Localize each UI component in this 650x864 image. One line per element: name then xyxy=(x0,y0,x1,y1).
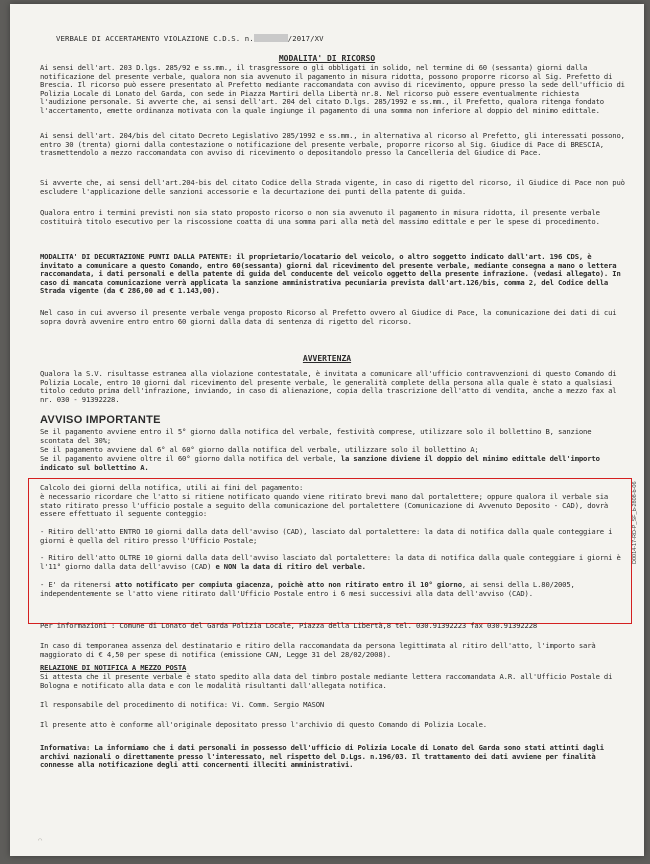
calcolo-line-5: - E' da ritenersi atto notificato per compiuta giacenza, poichè atto non ritirato entro il 10° giorno, ai sensi della L.80/2005, independentemente se l'atto viene ritirato dall'Ufficio Postale entro i 6 mesi successivi alla data dell'avviso (CAD). xyxy=(40,580,575,598)
conforme-line: Il presente atto è conforme all'originale depositato presso l'archivio di questo Comando di Polizia Locale. xyxy=(40,720,487,729)
ricorso-paragraph-4: Qualora entro i termini previsti non sia stato proposto ricorso o non sia avvenuto il pagamento in misura ridotta, il presente verbale costituirà titolo esecutivo per la riscossione coatta di una somma pari alla metà del massimo edittale e per le spese di procedimento. xyxy=(40,208,600,226)
pinhole-mark: ⌒ xyxy=(38,836,43,844)
avviso-line-3: Se il pagamento avviene oltre il 60° giorno dalla notifica del verbale, la sanzione diviene il doppio del minimo edittale dell'importo indicato sul bollettino A. xyxy=(40,454,600,472)
calcolo-line-2: è necessario ricordare che l'atto si ritiene notificato quando viene ritirato brevi mano dal portalettere; oppure qualora il verbale sia stato ritirato presso l'ufficio postale a seguito della comunicazione del portalettere (Comunicazione di Avvenuto Deposito - CAD), dovrà essere effettuato il seguente conteggio: xyxy=(40,492,609,519)
responsabile-line: Il responsabile del procedimento di notifica: Vi. Comm. Sergio MASON xyxy=(40,700,325,709)
temporanea-assenza-paragraph: In caso di temporanea assenza del destinatario e ritiro della raccomandata da persona legittimata al ritiro dell'atto, l'importo sarà maggiorato di € 4,50 per spese di notifica (emissione CAN, Legge 31 del 28/02/2008). xyxy=(40,641,596,659)
ricorso-paragraph-3: Si avverte che, ai sensi dell'art.204-bis del citato Codice della Strada vigente, in caso di rigetto del ricorso, il Giudice di Pace non può escludere l'applicazione delle sanzioni accessorie e la decurtazione dei punti della patente di guida. xyxy=(40,178,625,196)
decurtazione-punti-paragraph: MODALITA' DI DECURTAZIONE PUNTI DALLA PATENTE: il proprietario/locatario del veicolo, o altro soggetto indicato dall'art. 196 CDS, è invitato a comunicare a questo Comando, entro 60(sessanta) giorni dal ricevimento del presente verbale, mediante consegna a mano o lettera raccomandata, i dati personali e della patente di guida del conducente del veicolo oggetto della presente infrazione. (vedasi allegato). In caso di mancata comunicazione verrà applicata la sanzione amministrativa pecuniaria prevista dall'art.126/bis, comma 2, del Codice della Strada vigente (da € 286,00 ad € 1.143,00). xyxy=(40,252,621,296)
ricorso-paragraph-2: Ai sensi dell'art. 204/bis del citato Decreto Legislativo 285/1992 e ss.mm., in alternativa al ricorso al Prefetto, gli interessati possono, entro 30 (trenta) giorni dalla contestazione o notificazione del presente verbale, proporre ricorso al Sig. Giudice di Pace di BRESCIA, trasmettendolo a mezzo raccomandata con avviso di ricevimento o depositandolo presso la Cancelleria del Giudice di Pace. xyxy=(40,131,625,158)
modalita-title: MODALITA' DI RICORSO xyxy=(278,54,376,63)
relazione-title: RELAZIONE DI NOTIFICA A MEZZO POSTA xyxy=(40,663,187,672)
informativa-paragraph: Informativa: La informiamo che i dati personali in possesso dell'ufficio di Polizia Locale di Lonato del Garda sono stati attinti dagli archivi nazionali o direttamente presso l'interessato, nel rispetto del D.Lgs. n.196/03. Il trattamento dei dati avviene per finalità connesse alla notificazione degli atti concernenti illeciti amministrativi. xyxy=(40,743,604,770)
informazioni-paragraph: Per informazioni : Comune di Lonato del Garda Polizia Locale, Piazza della Libertà,8 tel. 030.91392223 fax 030.91392228 xyxy=(40,621,538,630)
calcolo-line-4: - Ritiro dell'atto OLTRE 10 giorni dalla data dell'avviso lasciato dal portalettere: la data di notifica dalla quale conteggiare i giorni è l'11° giorno dalla data dell'avviso (CAD) e NON la data di ritiro del verbale. xyxy=(40,553,621,571)
decurtazione-ricorso-paragraph: Nel caso in cui avverso il presente verbale venga proposto Ricorso al Prefetto ovvero al Giudice di Pace, la comunicazione dei dati di cui sopra dovrà avvenire entro entro 60 giorni dalla data di sentenza di rigetto del ricorso. xyxy=(40,308,617,326)
ricorso-paragraph-1: Ai sensi dell'art. 203 D.lgs. 285/92 e ss.mm., il trasgressore o gli obbligati in solido, nel termine di 60 (sessanta) giorni dalla notificazione del presente verbale, qualora non sia avvenuto il pagamento in misura ridotta, possono proporre ricorso al Sig. Prefetto di Brescia. Il ricorso può essere presentato al Prefetto mediante raccomandata con avviso di ricevimento, oppure presso la sede dell'ufficio di Polizia Locale di Lonato del Garda, con sede in Piazza Martiri della Libertà nr.8. Nel ricorso può essere eventualmente richiesta l'audizione personale. Si avverte che, ai sensi dell'art. 204 del citato D.lgs. 285/1992 e ss.mm., il Prefetto, qualora ritenga fondato l'accertamento, emette ordinanza motivata con la quale ingiunge il pagamento di una somma non inferiore al doppio del minimo edittale. xyxy=(40,63,625,115)
calcolo-line-3: - Ritiro dell'atto ENTRO 10 giorni dalla data dell'avviso (CAD), lasciato dal portalettere: la data di notifica dalla quale conteggiare i giorni è quella del ritiro presso l'Ufficio Postale; xyxy=(40,527,613,545)
avvertenza-paragraph: Qualora la S.V. risultasse estranea alla violazione contestatale, è invitata a comunicare all'ufficio contravvenzioni di questo Comando di Polizia Locale, entro 10 giorni dal ricevimento del presente verbale, le generalità complete della persona alla quale è stato a qualsiasi titolo ceduto prima dell'infrazione, inviando, in caso di alienazione, copia della trascrizione dell'atto di vendita, anche a mezzo fax al nr. 030 - 91392228. xyxy=(40,369,617,404)
avviso-importante-title: AVVISO IMPORTANTE xyxy=(40,414,161,426)
redacted-number xyxy=(254,34,288,42)
avviso-line-1: Se il pagamento avviene entro il 5° giorno dalla notifica del verbale, festività comprese, utilizzare solo il bollettino B, sanzione scontata del 30%; xyxy=(40,427,592,445)
document-header: VERBALE DI ACCERTAMENTO VIOLAZIONE C.D.S. n. /2017/XV xyxy=(56,34,324,43)
calcolo-line-1: Calcolo dei giorni della notifica, utili ai fini del pagamento: xyxy=(40,483,304,492)
avviso-line-2: Se il pagamento avviene dal 6° al 60° giorno dalla notifica del verbale, utilizzare solo il bollettino A; xyxy=(40,445,479,454)
relazione-paragraph: Si attesta che il presente verbale è stato spedito alla data del timbro postale mediante lettera raccomandata A.R. all'Ufficio Postale di Bologna e notificato alla data e con le modalità risultanti dall'allegata notifica. xyxy=(40,672,613,690)
document-page xyxy=(10,4,644,856)
avvertenza-title: AVVERTENZA xyxy=(302,354,352,363)
side-code: D0014-17-RD-P_SF_b-2808-b-06 xyxy=(632,481,638,564)
